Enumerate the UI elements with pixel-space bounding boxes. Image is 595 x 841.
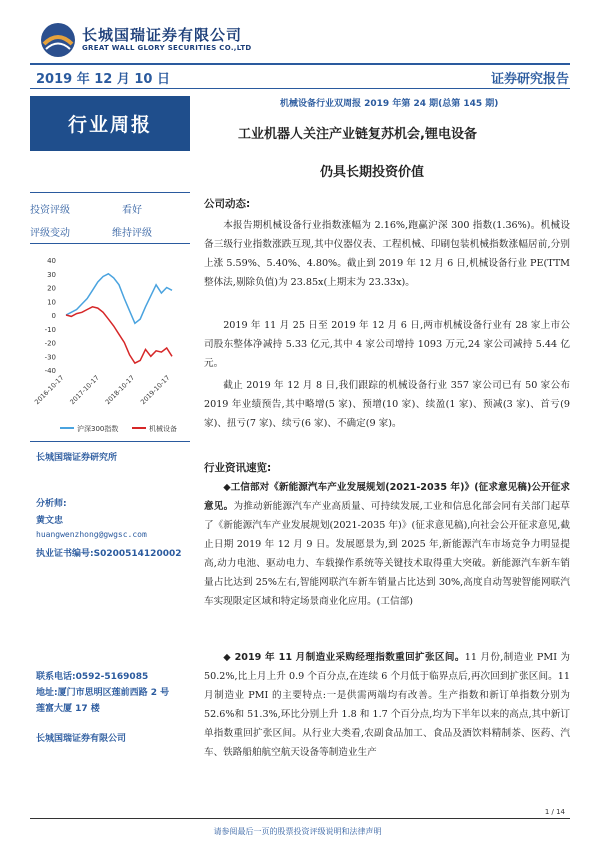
- footer-rule: [30, 818, 570, 819]
- header-rule: [30, 63, 570, 65]
- address-line-1: 地址:厦门市思明区莲前西路 2 号: [36, 688, 170, 698]
- y-tick-label: 40: [47, 257, 56, 265]
- y-tick-label: -30: [44, 353, 56, 362]
- contact-phone: 联系电话:0592-5169085: [36, 672, 149, 682]
- pmi-headline: ◆ 2019 年 11 月制造业采购经理指数重回扩张区间。: [223, 652, 465, 663]
- y-tick-label: 0: [51, 312, 56, 320]
- rating-row: [30, 201, 190, 216]
- y-tick-label: -40: [44, 367, 56, 375]
- paragraph-nev-plan: [204, 478, 570, 611]
- rating-value: 看好: [122, 205, 142, 216]
- section-company-news: 公司动态:: [204, 198, 251, 210]
- header-rule-2: [30, 88, 570, 89]
- rating-label: 投资评级: [30, 205, 70, 216]
- paragraph-index-performance: 本报告期机械设备行业指数涨幅为 2.16%,跑赢沪深 300 指数(1.36%)。机械设备三级行业指数涨跌互现,其中仪器仪表、工程机械、印刷包装机械指数涨幅居前,分别上涨 5.59%、5.40%、4.80%。截止到 2019 年 12 月 6 日,机械设备行业 PE(TTM 整体法,剔除负值)为 23.85x(上期末为 23.33x)。: [204, 220, 570, 288]
- y-tick-label: -20: [44, 339, 56, 348]
- analyst-email[interactable]: huangwenzhong@gwgsc.com: [36, 530, 147, 539]
- rating-change-value: 维持评级: [112, 228, 152, 239]
- analyst-name: 黄文忠: [36, 516, 64, 526]
- report-type: 证券研究报告: [490, 72, 569, 87]
- x-tick-label: 2018-10-17: [103, 373, 137, 407]
- report-date: 2019 年 12 月 10 日: [36, 72, 170, 87]
- company-name-cn: 长城国瑞证券有限公司: [82, 26, 243, 44]
- y-tick-label: -10: [44, 325, 56, 334]
- nev-plan-text: 为推动新能源汽车产业高质量、可持续发展,工业和信息化部会同有关部门起草了《新能源汽车产业发展规划(2021-2035 年)》(征求意见稿),向社会公开征求意见,截止日期 2019 年 12 月 9 日。发展愿景为,到 2025 年,新能源汽车市场竞争力明显提高,动力电池、驱动电力、车载操作系统等关键技术取得重大突破。新能源汽车新车销量占比达到 25%左右,智能网联汽车新车销量占比达到 30%,高度自动驾驶智能网联汽车实现限定区域和特定场景商业化应用。(工信部): [204, 501, 570, 607]
- paragraph-shareholder-changes: 2019 年 11 月 25 日至 2019 年 12 月 6 日,两市机械设备行业有 28 家上市公司股东整体净减持 5.33 亿元,其中 4 家公司增持 1093 万元,24 家公司减持 5.44 亿元。: [204, 320, 570, 369]
- page-number: 1 / 14: [544, 808, 565, 816]
- report-title-line-2: 仍具长期投资价值: [320, 165, 425, 180]
- report-title-line-1: 工业机器人关注产业链复苏机会,锂电设备: [238, 127, 477, 142]
- company-logo-icon: [40, 22, 76, 58]
- performance-chart: [30, 250, 190, 440]
- series-line-0: [66, 274, 172, 324]
- paragraph-earnings-forecast: 截止 2019 年 12 月 8 日,我们跟踪的机械设备行业 357 家公司已有 50 家公布 2019 年业绩预告,其中略增(5 家)、预增(10 家)、续盈(1 家)、预减(3 家)、首亏(9 家)、扭亏(7 家)、续亏(6 家)、不确定(9 家)。: [204, 380, 570, 429]
- license-number: 执业证书编号:S0200514120002: [36, 549, 182, 559]
- legend-label-1: 机械设备: [149, 425, 177, 433]
- rating-rule-bottom: [30, 243, 190, 244]
- series-line-1: [66, 307, 172, 363]
- legend-label-0: 沪深300指数: [77, 425, 119, 433]
- x-tick-label: 2019-10-17: [139, 373, 172, 407]
- rating-rule-top: [30, 192, 190, 193]
- pmi-text: 11 月份,制造业 PMI 为 50.2%,比上月上升 0.9 个百分点,在连续 6 个月低于临界点后,再次回到扩张区间。11 月制造业 PMI 的主要特点:一是供需两端均有改善。生产指数和新订单指数分别为 52.6%和 51.3%,环比分别上升 1.8 和 1.7 个百分点,均为下半年以来的高点,其中新订单指数重回扩张区间。从行业大类看,农副食品加工、食品及酒饮料精制茶、医药、汽车、铁路船舶航空航天设备等制造业生产: [204, 652, 570, 758]
- report-category-box: 行业周报: [30, 96, 190, 151]
- x-tick-label: 2017-10-17: [68, 373, 101, 407]
- company-name-en: GREAT WALL GLORY SECURITIES CO.,LTD: [82, 44, 252, 52]
- disclaimer-note: 请参阅最后一页的股票投资评级说明和法律声明: [213, 827, 382, 836]
- rating-change-label: 评级变动: [30, 228, 70, 239]
- y-tick-label: 20: [47, 284, 56, 293]
- y-tick-label: 10: [47, 298, 56, 307]
- nev-plan-headline: ◆工信部对《新能源汽车产业发展规划(2021-2035 年)》(征求意见稿)公开征求意见。: [204, 482, 570, 512]
- report-series: 机械设备行业双周报 2019 年第 24 期(总第 145 期): [280, 99, 499, 109]
- chart-rule: [30, 441, 190, 442]
- address-line-2: 莲富大厦 17 楼: [36, 704, 100, 714]
- company-footer-name: 长城国瑞证券有限公司: [36, 734, 127, 744]
- rating-change-row: [30, 224, 190, 239]
- section-industry-news: 行业资讯速览:: [204, 462, 272, 474]
- y-tick-label: 30: [47, 270, 56, 279]
- x-tick-label: 2016-10-17: [33, 373, 66, 407]
- paragraph-pmi: [204, 648, 570, 762]
- analyst-label: 分析师:: [36, 499, 67, 509]
- institute-name: 长城国瑞证券研究所: [36, 453, 118, 463]
